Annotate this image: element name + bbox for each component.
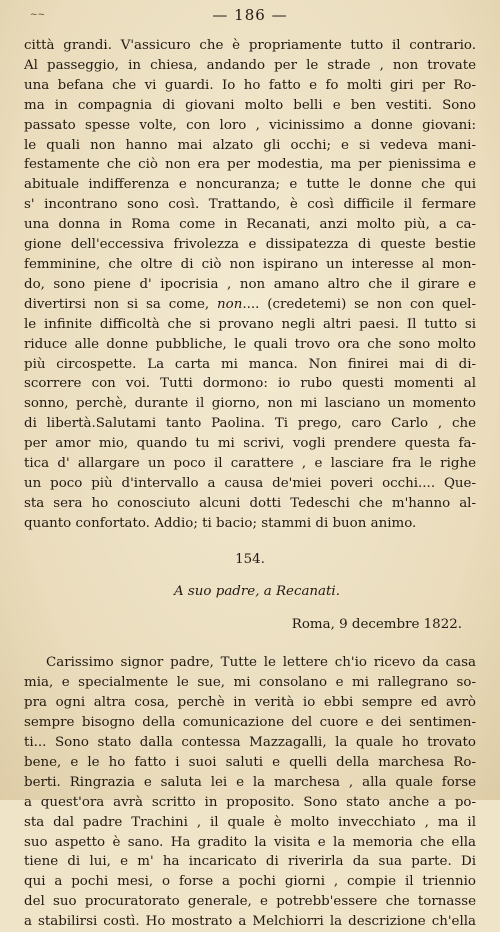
text-line: ma in compagnia di giovani molto belli e ben vestiti. Sono <box>24 97 476 113</box>
text-line: do, sono piene d' ipocrisia , non amano altro che il girare e <box>24 276 476 292</box>
text-line: sonno, perchè, durante il giorno, non mi lasciano un momento <box>24 396 476 412</box>
text-line: le infinite difficoltà che si provano negli altri paesi. Il tutto si <box>24 316 476 332</box>
text-line: passato spesse volte, con loro , vicinissimo a donne giovani: <box>24 117 476 133</box>
letter-number: 154. <box>235 551 265 567</box>
text-line: a stabilirsi costì. Ho mostrato a Melchiorri la descrizione ch'ella <box>24 914 476 930</box>
text-line: una befana che vi guardi. Io ho fatto e fo molti giri per Ro- <box>24 77 476 93</box>
text-line: qui a pochi mesi, o forse a pochi giorni , compie il triennio <box>24 874 476 890</box>
text-line: suo aspetto è sano. Ha gradito la visita e la memoria che ella <box>24 834 476 850</box>
text-line: s' incontrano sono così. Trattando, è così difficile il fermare <box>24 197 476 213</box>
text-line: a quest'ora avrà scritto in proposito. Sono stato anche a po- <box>24 794 476 810</box>
text-line: gione dell'eccessiva frivolezza e dissipatezza di queste bestie <box>24 237 476 253</box>
text-line: quanto confortato. Addio; ti bacio; stammi di buon animo. <box>24 515 417 531</box>
text-line: mia, e specialmente le sue, mi consolano e mi rallegrano so- <box>24 675 476 691</box>
corner-mark: ~~ <box>30 10 46 20</box>
letter-recipient: A suo padre, a Recanati. <box>174 583 340 599</box>
text-line: festamente che ciò non era per modestia, ma per pienissima e <box>24 157 476 173</box>
text-line: riduce alle donne pubbliche, le quali trovo ora che sono molto <box>24 336 476 352</box>
text-line: divertirsi non si sa come, non.... (credetemi) se non con quel- <box>24 296 476 312</box>
text-line: del suo procuratorato generale, e potrebb'essere che tornasse <box>24 894 476 910</box>
text-line: sta sera ho conosciuto alcuni dotti Tedeschi che m'hanno al- <box>24 495 476 511</box>
text-line: una donna in Roma come in Recanati, anzi molto più, a ca- <box>24 217 476 233</box>
text-line: più circospette. La carta mi manca. Non finirei mai di di- <box>24 356 476 372</box>
text-line: Al passeggio, in chiesa, andando per le strade , non trovate <box>24 57 476 73</box>
text-line: di libertà.Salutami tanto Paolina. Ti prego, caro Carlo , che <box>24 416 476 432</box>
letter-date: Roma, 9 decembre 1822. <box>291 617 462 633</box>
page-body <box>24 36 476 932</box>
text-line: sempre bisogno della comunicazione del cuore e dei sentimen- <box>24 715 476 731</box>
text-line: bene, e le ho fatto i suoi saluti e quelli della marchesa Ro- <box>24 754 476 770</box>
text-line: per amor mio, quando tu mi scrivi, vogli prendere questa fa- <box>24 436 476 452</box>
paragraph-letter-end <box>24 36 476 534</box>
text-line: un poco più d'intervallo a causa de'miei poveri occhi.... Que- <box>24 475 476 491</box>
text-line: le quali non hanno mai alzato gli occhi; e si vedeva mani- <box>24 137 476 153</box>
page-number: — 186 — <box>212 6 288 24</box>
text-line: pra ogni altra cosa, perchè in verità io ebbi sempre ed avrò <box>24 695 476 711</box>
text-line: città grandi. V'assicuro che è propriamente tutto il contrario. <box>24 38 476 53</box>
text-line: tiene di lui, e m' ha incaricato di riverirla da sua parte. Di <box>24 854 476 870</box>
text-line: scorrere con voi. Tutti dormono: io rubo questi momenti al <box>24 376 476 392</box>
text-line: berti. Ringrazia e saluta lei e la marchesa , alla quale forse <box>24 774 476 790</box>
text-line: ti... Sono stato dalla contessa Mazzagalli, la quale ho trovato <box>24 735 476 750</box>
text-line: sta dal padre Trachini , il quale è molto invecchiato , ma il <box>24 814 476 830</box>
text-line: femminine, che oltre di ciò non ispirano un interesse al mon- <box>24 256 476 272</box>
text-line: tica d' allargare un poco il carattere , e lasciare fra le righe <box>24 456 476 472</box>
text-line: abituale indifferenza e noncuranza; e tutte le donne che qui <box>24 177 476 193</box>
letter-body <box>24 653 476 932</box>
text-line: Carissimo signor padre, Tutte le lettere ch'io ricevo da casa <box>46 655 476 671</box>
